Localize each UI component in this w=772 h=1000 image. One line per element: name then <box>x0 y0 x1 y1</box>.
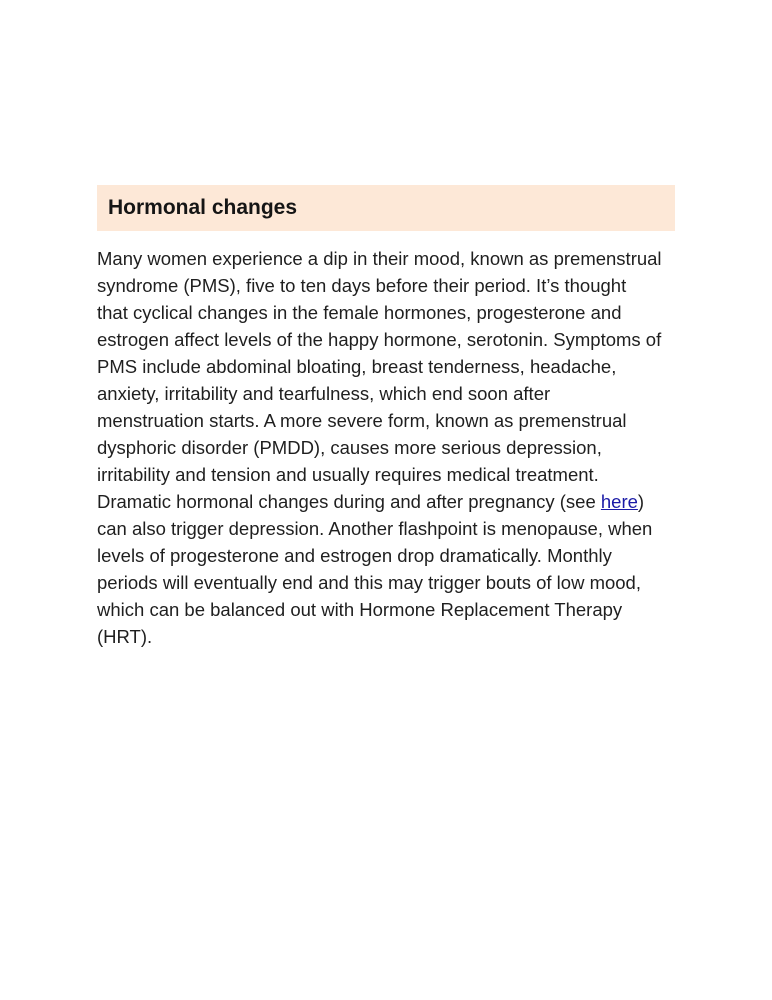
link-closing-paren: ) <box>637 491 645 512</box>
paragraph-line: irritability and tension and usually requires medical treatment. <box>97 464 599 485</box>
paragraph-line: can also trigger depression. Another flashpoint is menopause, when <box>97 518 653 539</box>
paragraph-line-with-link <box>97 488 677 515</box>
paragraph-line: (HRT). <box>97 626 153 647</box>
paragraph-line: menstruation starts. A more severe form, known as premenstrual <box>97 410 627 431</box>
paragraph-line-text: Dramatic hormonal changes during and after pregnancy (see <box>97 491 601 512</box>
paragraph-line: estrogen affect levels of the happy hormone, serotonin. Symptoms of <box>97 329 662 350</box>
here-link[interactable]: here <box>600 491 638 512</box>
paragraph-line: which can be balanced out with Hormone Replacement Therapy <box>97 599 623 620</box>
paragraph-line: Many women experience a dip in their mood, known as premenstrual <box>97 248 662 269</box>
paragraph-line: PMS include abdominal bloating, breast tenderness, headache, <box>97 356 617 377</box>
paragraph-line: syndrome (PMS), five to ten days before their period. It’s thought <box>97 275 627 296</box>
section-heading: Hormonal changes <box>108 196 298 219</box>
paragraph-line: that cyclical changes in the female hormones, progesterone and <box>97 302 622 323</box>
paragraph-line: dysphoric disorder (PMDD), causes more serious depression, <box>97 437 602 458</box>
paragraph-line: levels of progesterone and estrogen drop dramatically. Monthly <box>97 545 612 566</box>
paragraph-line: anxiety, irritability and tearfulness, which end soon after <box>97 383 551 404</box>
section-heading-banner <box>97 185 675 231</box>
paragraph-line: periods will eventually end and this may trigger bouts of low mood, <box>97 572 641 593</box>
body-paragraph <box>97 245 677 650</box>
